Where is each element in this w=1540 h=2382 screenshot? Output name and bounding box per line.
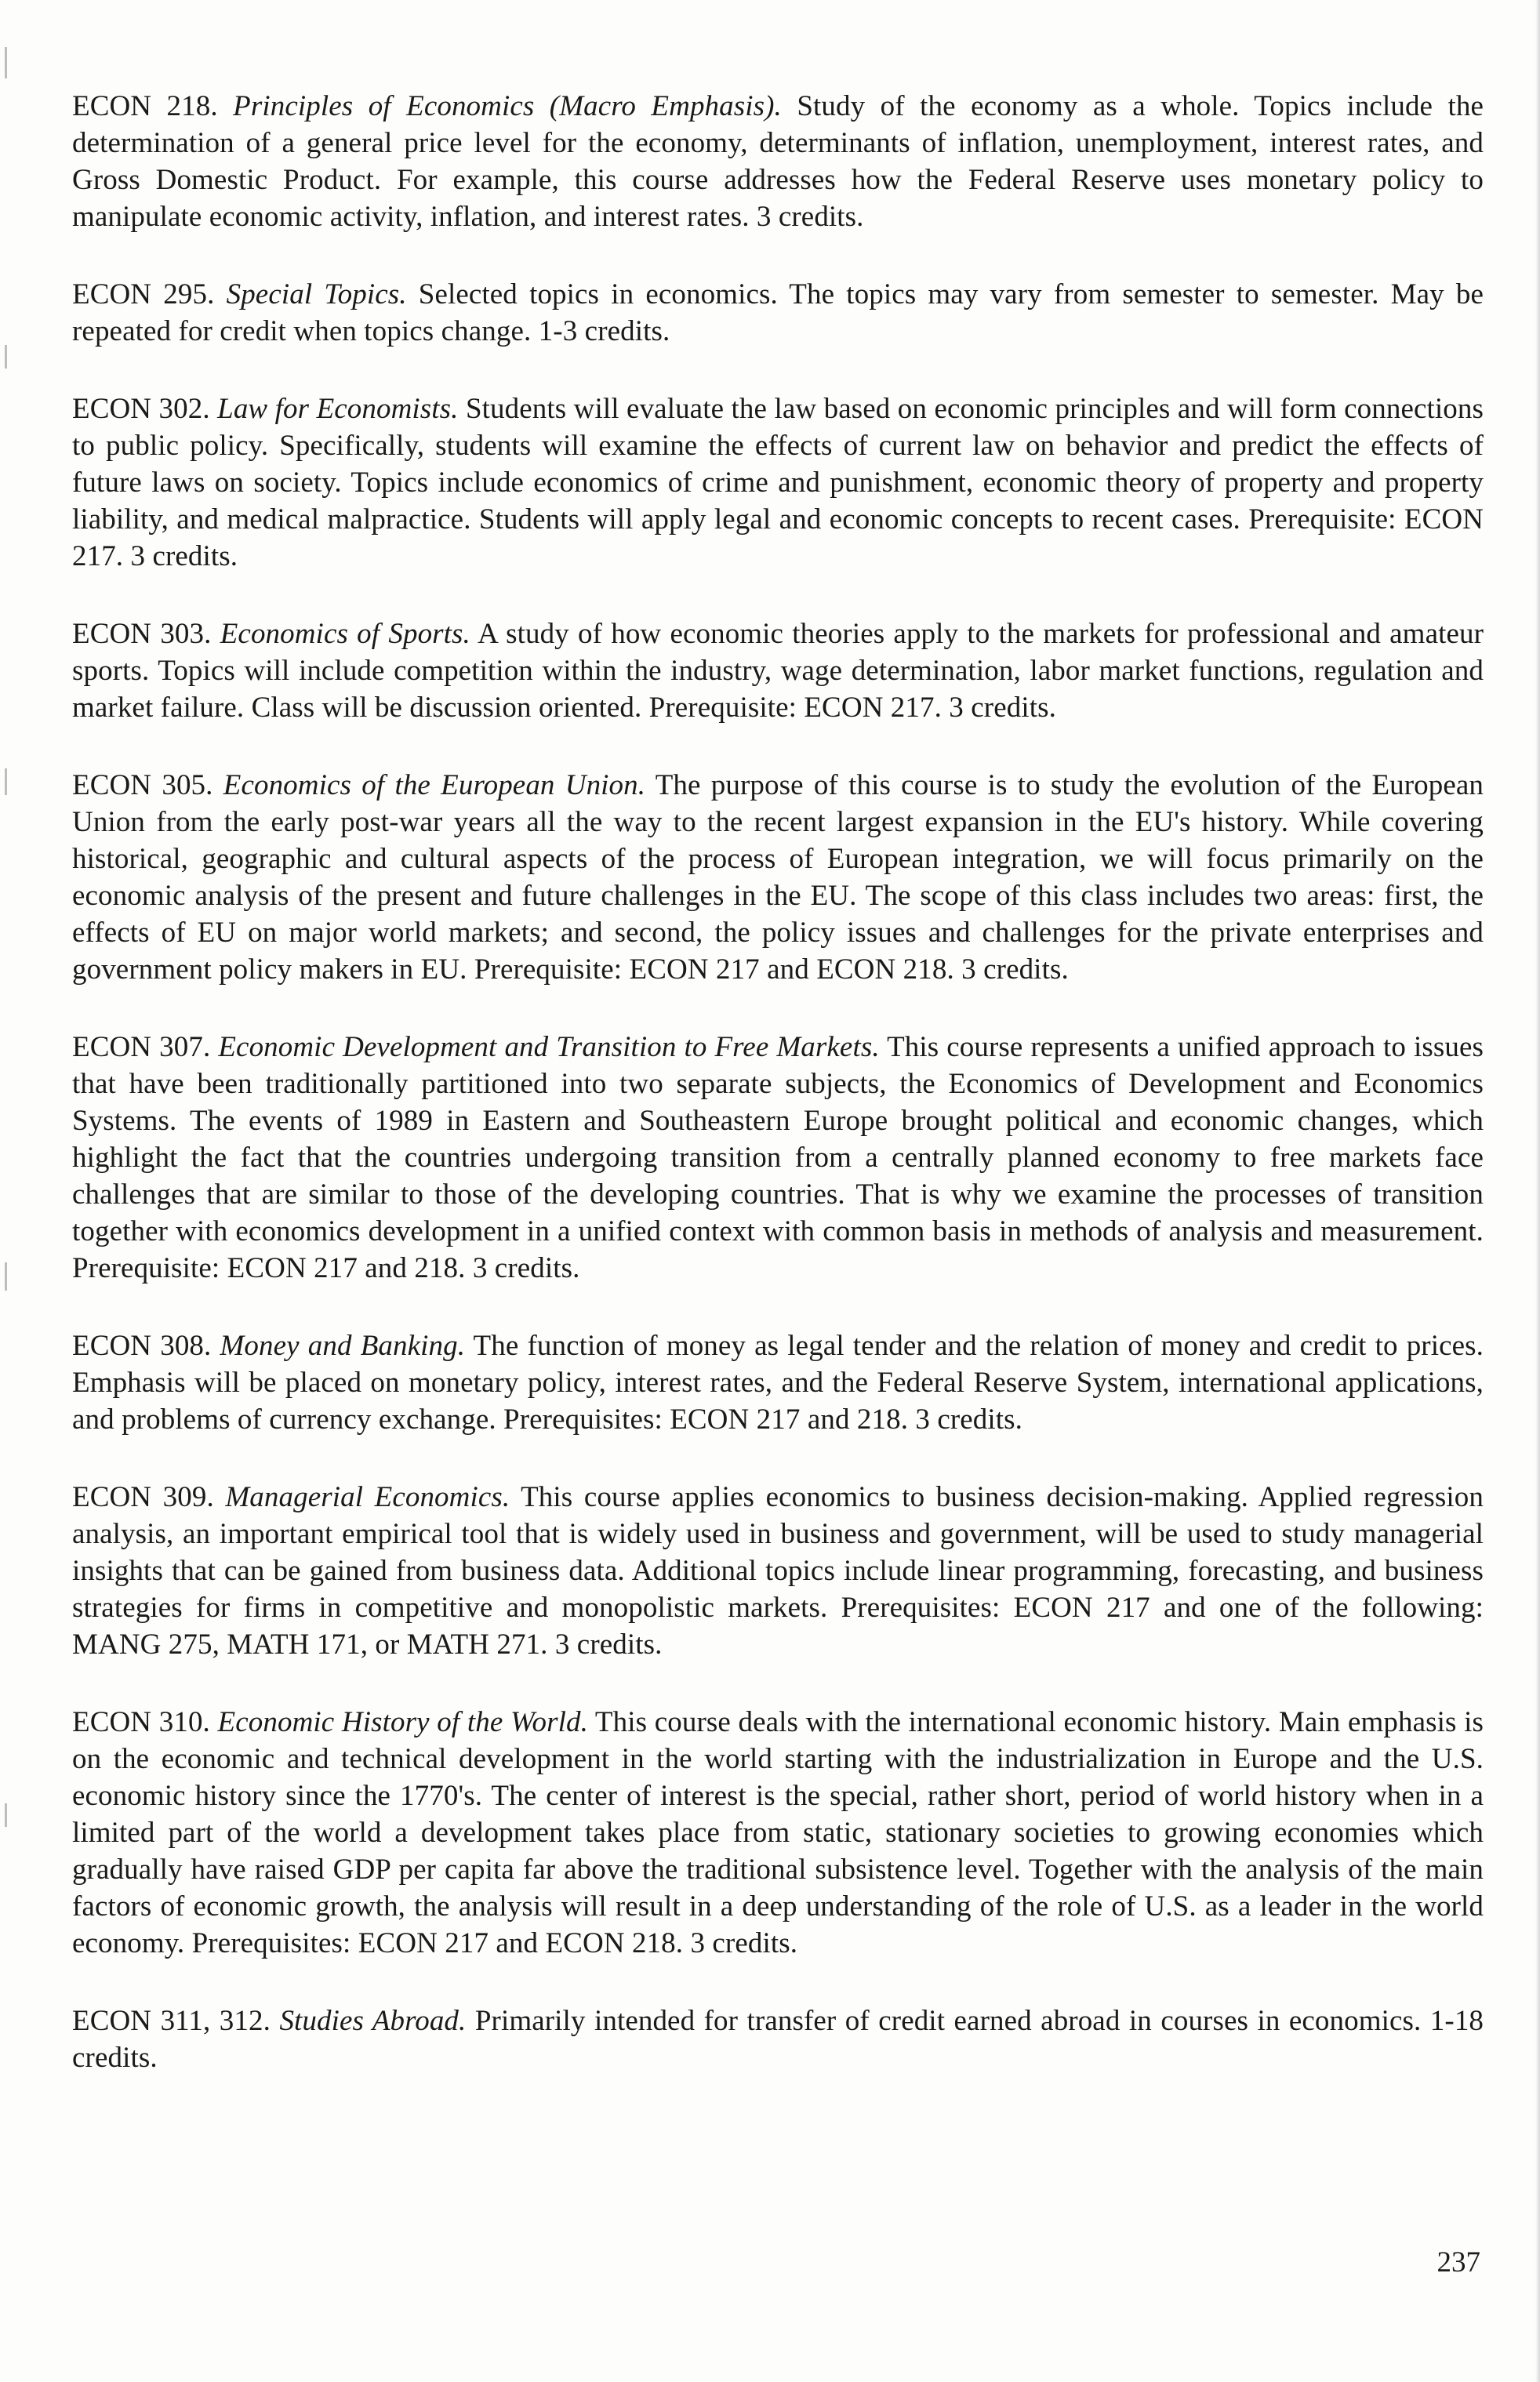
course-entry [72,1704,1484,1962]
course-description: Selected topics in economics. The topics may vary from semester to semester. May be repeated for credit when topics change. 1-3 credits. [72,278,1484,347]
course-entry [72,1327,1484,1438]
course-code: ECON 310. [72,1706,210,1738]
course-description: Primarily intended for transfer of credit earned abroad in courses in economics. 1-18 credits. [72,2005,1484,2074]
course-listings [72,88,1484,2117]
course-title: Economics of Sports. [220,618,470,650]
course-entry [72,615,1484,726]
course-description: The function of money as legal tender and the relation of money and credit to prices. Emphasis will be placed on monetary policy, interest rates, and the Federal Reserve System, international applications, and problems of currency exchange. Prerequisites: ECON 217 and 218. 3 credits. [72,1330,1484,1436]
course-code: ECON 309. [72,1481,214,1513]
course-code: ECON 308. [72,1330,212,1362]
course-title: Economic History of the World. [217,1706,588,1738]
course-title: Economics of the European Union. [223,769,646,801]
scan-edge-mark [5,1803,7,1827]
course-code: ECON 295. [72,278,215,310]
scan-edge-mark [5,47,7,78]
scan-edge-mark [5,1262,7,1291]
course-title: Money and Banking. [220,1330,466,1362]
course-title: Economic Development and Transition to Free Markets. [218,1031,880,1063]
course-entry [72,390,1484,575]
course-entry [72,2003,1484,2076]
course-entry [72,1479,1484,1663]
course-code: ECON 303. [72,618,212,650]
course-description: Students will evaluate the law based on economic principles and will form connections to public policy. Specifically, students will examine the effects of current law on behavior and predict the effects of future laws on society. Topics include economics of crime and punishment, economic theory of property and property liability, and medical malpractice. Students will apply legal and economic concepts to recent cases. Prerequisite: ECON 217. 3 credits. [72,393,1484,572]
course-title: Studies Abroad. [279,2005,467,2037]
course-description: The purpose of this course is to study the evolution of the European Union from the early post-war years all the way to the recent largest expansion in the EU's history. While covering historical, geographic and cultural aspects of the process of European integration, we will focus primarily on the economic analysis of the present and future challenges in the EU. The scope of this class includes two areas: first, the effects of EU on major world markets; and second, the policy issues and challenges for the private enterprises and government policy makers in EU. Prerequisite: ECON 217 and ECON 218. 3 credits. [72,769,1484,986]
scan-edge-shadow [1535,0,1540,2382]
course-description: This course applies economics to business decision-making. Applied regression analysis, an important empirical tool that is widely used in business and government, will be used to study managerial insights that can be gained from business data. Additional topics include linear programming, forecasting, and business strategies for firms in competitive and monopolistic markets. Prerequisites: ECON 217 and one of the following: MANG 275, MATH 171, or MATH 271. 3 credits. [72,1481,1484,1661]
course-code: ECON 311, 312. [72,2005,271,2037]
course-entry [72,767,1484,988]
course-description: Study of the economy as a whole. Topics include the determination of a general price level for the economy, determinants of inflation, unemployment, interest rates, and Gross Domestic Product. For example, this course addresses how the Federal Reserve uses monetary policy to manipulate economic activity, inflation, and interest rates. 3 credits. [72,90,1484,233]
course-code: ECON 302. [72,393,210,425]
course-code: ECON 305. [72,769,213,801]
scan-edge-mark [5,768,7,795]
course-title: Principles of Economics (Macro Emphasis). [233,90,782,122]
course-code: ECON 218. [72,90,218,122]
course-entry [72,1029,1484,1287]
course-title: Managerial Economics. [225,1481,510,1513]
course-title: Special Topics. [226,278,407,310]
course-title: Law for Economists. [217,393,459,425]
course-code: ECON 307. [72,1031,211,1063]
course-description: This course represents a unified approach to issues that have been traditionally partitioned into two separate subjects, the Economics of Development and Economics Systems. The events of 1989 in Eastern and Southeastern Europe brought political and economic changes, which highlight the fact that the countries undergoing transition from a centrally planned economy to free markets face challenges that are similar to those of the developing countries. That is why we examine the processes of transition together with economics development in a unified context with common basis in methods of analysis and measurement. Prerequisite: ECON 217 and 218. 3 credits. [72,1031,1484,1284]
course-entry [72,276,1484,350]
scan-edge-mark [5,345,7,369]
page-number: 237 [1436,2246,1480,2279]
course-description: This course deals with the international economic history. Main emphasis is on the economic and technical development in the world starting with the industrialization in Europe and the U.S. economic history since the 1770's. The center of interest is the special, rather short, period of world history when in a limited part of the world a development takes place from static, stationary societies to growing economies which gradually have raised GDP per capita far above the traditional subsistence level. Together with the analysis of the main factors of economic growth, the analysis will result in a deep understanding of the role of U.S. as a leader in the world economy. Prerequisites: ECON 217 and ECON 218. 3 credits. [72,1706,1484,1959]
course-description: A study of how economic theories apply to the markets for professional and amateur sports. Topics will include competition within the industry, wage determination, labor market functions, regulation and market failure. Class will be discussion oriented. Prerequisite: ECON 217. 3 credits. [72,618,1484,724]
course-entry [72,88,1484,235]
